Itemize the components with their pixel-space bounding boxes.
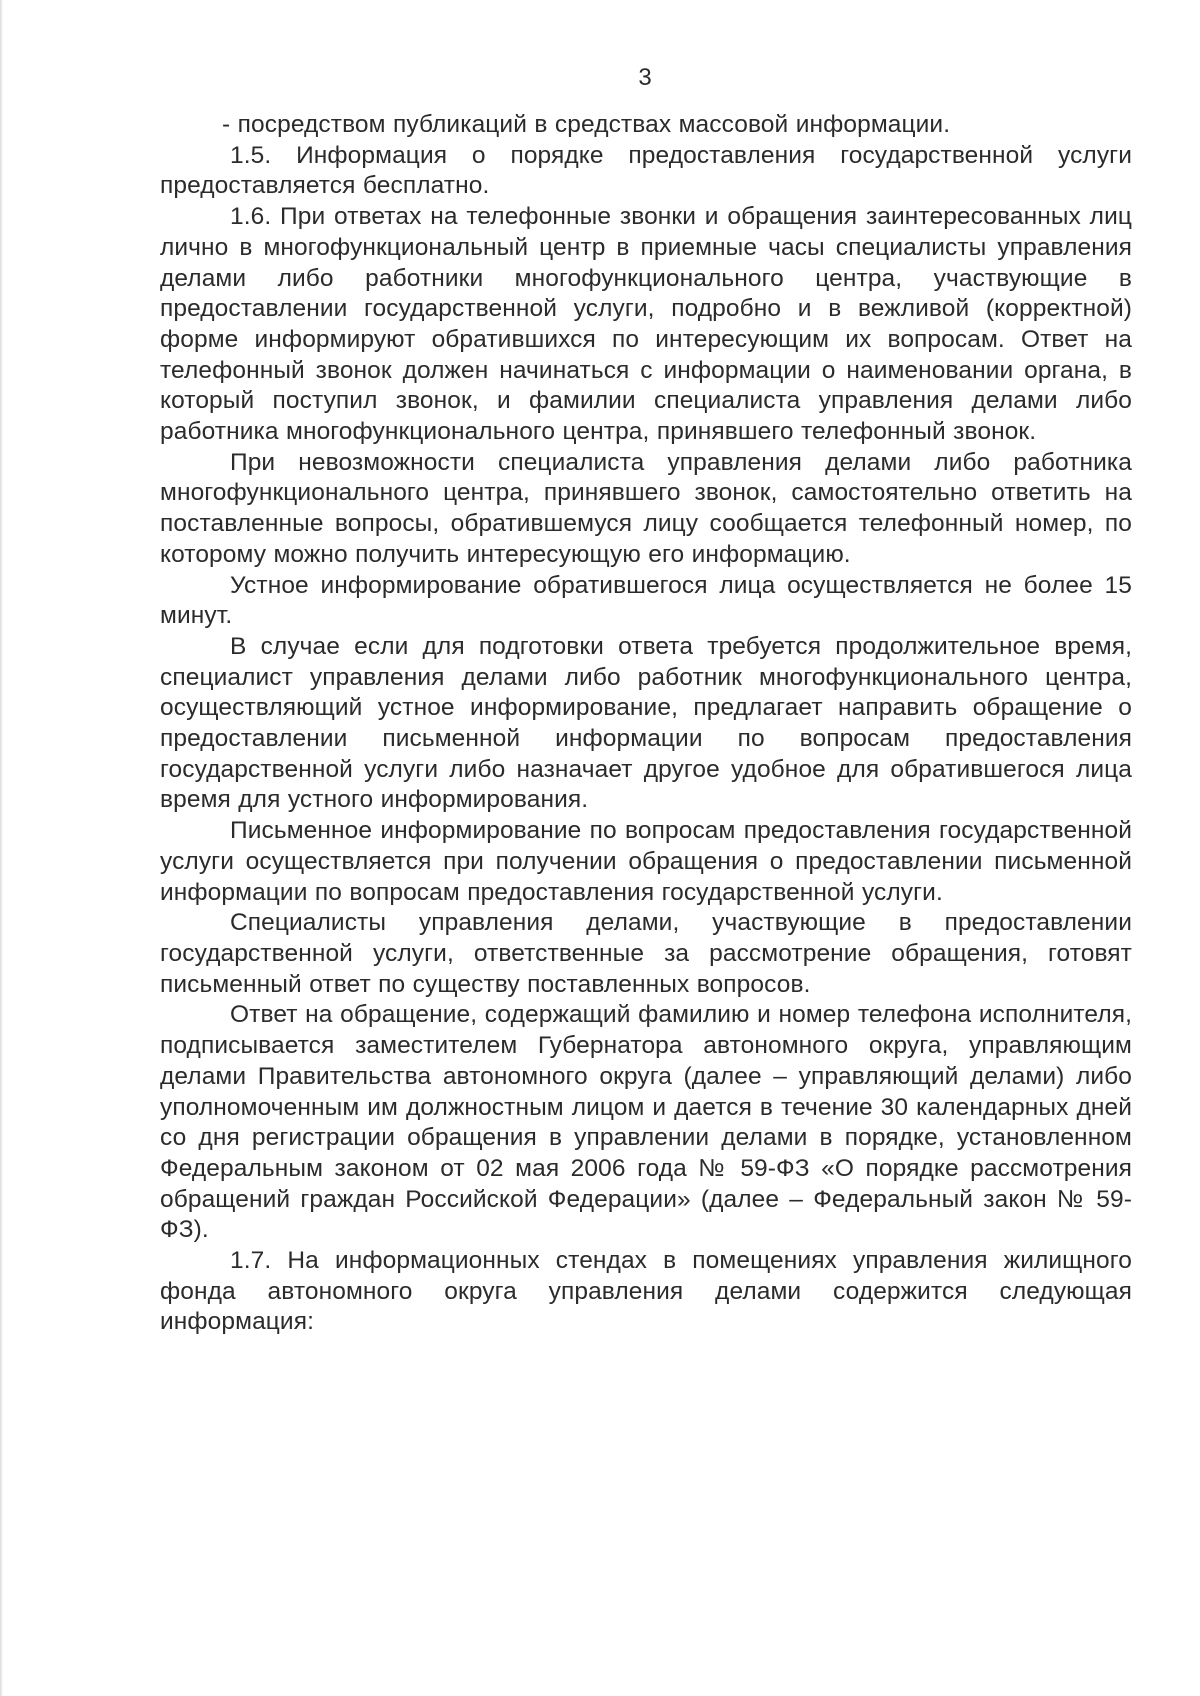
paragraph-written-information: Письменное информирование по вопросам предоставления государственной услуги осуществляется при получении обращения о предоставлении письменной информации по вопросам предоставления государственной услуги. [160,817,1132,906]
page-number: 3 [638,64,652,91]
document-body [160,110,1132,1338]
page-edge [0,0,3,1696]
paragraph-1-7-information-stands: 1.7. На информационных стендах в помещениях управления жилищного фонда автономного округа управления делами содержится следующая информация: [160,1247,1132,1336]
paragraph-1-6-phone-calls: 1.6. При ответах на телефонные звонки и обращения заинтересованных лиц лично в многофункциональный центр в приемные часы специалисты управления делами либо работники многофункционального центра, участвующие в предоставлении государственной услуги, подробно и в вежливой (корректной) форме информируют обратившихся по интересующим их вопросам. Ответ на телефонный звонок должен начинаться с информации о наименовании органа, в который поступил звонок, и фамилии специалиста управления делами либо работника многофункционального центра, принявшего телефонный звонок. [160,203,1132,446]
paragraph-specialists-prepare-answer: Специалисты управления делами, участвующие в предоставлении государственной услуги, ответственные за рассмотрение обращения, готовят письменный ответ по существу поставленных вопросов. [160,909,1132,998]
paragraph-1-5-free-information: 1.5. Информация о порядке предоставления государственной услуги предоставляется бесплатно. [160,141,1132,200]
paragraph-answer-signed: Ответ на обращение, содержащий фамилию и номер телефона исполнителя, подписывается заместителем Губернатора автономного округа, управляющим делами Правительства автономного округа (далее – управляющий делами) либо уполномоченным им должностным лицом и дается в течение 30 календарных дней со дня регистрации обращения в управлении делами в порядке, установленном Федеральным законом от 02 мая 2006 года № 59-ФЗ «О порядке рассмотрения обращений граждан Российской Федерации» (далее – Федеральный закон № 59-ФЗ). [160,1001,1132,1244]
paragraph-oral-duration: Устное информирование обратившегося лица осуществляется не более 15 минут. [160,571,1132,630]
paragraph-media-publication: - посредством публикаций в средствах массовой информации. [222,111,951,138]
paragraph-extended-time: В случае если для подготовки ответа требуется продолжительное время, специалист управления делами либо работник многофункционального центра, осуществляющий устное информирование, предлагает направить обращение о предоставлении письменной информации по вопросам предоставления государственной услуги либо назначает другое удобное для обратившегося лица время для устного информирования. [160,632,1132,814]
paragraph-unable-to-answer: При невозможности специалиста управления делами либо работника многофункционального центра, принявшего звонок, самостоятельно ответить на поставленные вопросы, обратившемуся лицу сообщается телефонный номер, по которому можно получить интересующую его информацию. [160,448,1132,568]
